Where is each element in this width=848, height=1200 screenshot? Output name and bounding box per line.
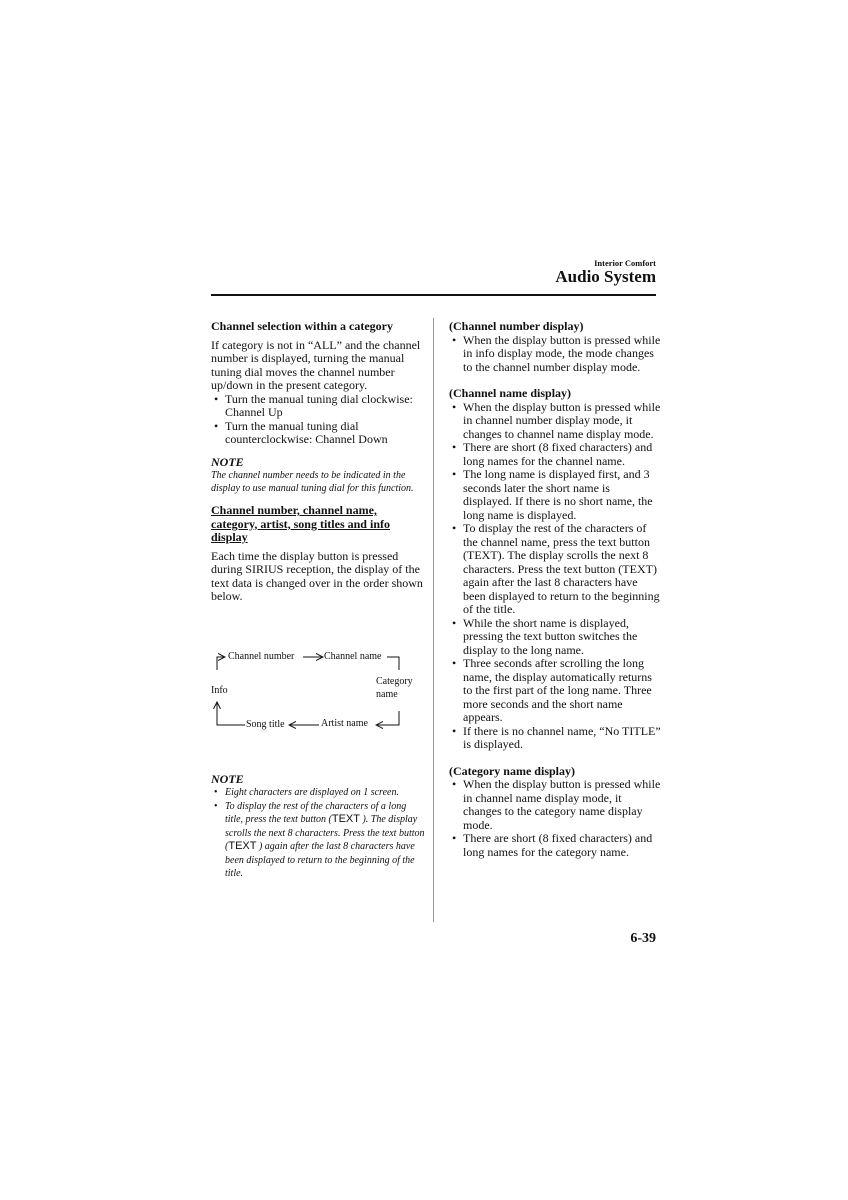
list-item: • To display the rest of the characters of a long title, press the text button (TEXT ). The display scrolls the next 8 characters. Press the text button (TEXT ) again after the last 8 characters have been displayed to return to the beginning of the title. <box>211 800 425 881</box>
label-channel-name: Channel name <box>324 650 382 662</box>
list-item: • Eight characters are displayed on 1 screen. <box>211 786 425 800</box>
text-button-label: TEXT <box>228 840 257 852</box>
channel-name-bullets <box>449 401 661 752</box>
list-item: • When the display button is pressed while in channel name display mode, it changes to the category name display mode. <box>449 778 661 832</box>
channel-number-display-heading: (Channel number display) <box>449 319 584 333</box>
label-category: Category <box>376 675 413 687</box>
list-item: • While the short name is displayed, pressing the text button switches the display to the long name. <box>449 617 661 658</box>
category-name-bullets <box>449 778 661 859</box>
list-item: • When the display button is pressed while in channel number display mode, it changes to channel name display mode. <box>449 401 661 442</box>
display-order-paragraph: Each time the display button is pressed during SIRIUS reception, the display of the text data is changed over in the order shown below. <box>211 548 423 603</box>
heading-rule <box>211 294 656 296</box>
list-item: • Turn the manual tuning dial counterclockwise: Channel Down <box>211 420 425 447</box>
section-label: Interior Comfort <box>594 258 656 268</box>
text-button-label: TEXT <box>331 813 360 825</box>
label-song-title: Song title <box>246 718 285 730</box>
category-name-display-heading: (Category name display) <box>449 763 575 778</box>
display-order-heading: Channel number, channel name, category, artist, song titles and info display <box>211 503 390 544</box>
right-column <box>449 320 661 859</box>
list-item: • Turn the manual tuning dial clockwise: Channel Up <box>211 393 425 420</box>
list-item: • There are short (8 fixed characters) and long names for the channel name. <box>449 441 661 468</box>
note-text: The channel number needs to be indicated in the display to use manual tuning dial for this function. <box>211 470 414 494</box>
channel-selection-paragraph: If category is not in “ALL” and the channel number is displayed, turning the manual tuning dial moves the channel number up/down in the present category. <box>211 337 421 392</box>
label-category-name: name <box>376 688 398 700</box>
note-title: NOTE <box>211 454 244 469</box>
channel-name-display-heading: (Channel name display) <box>449 386 572 400</box>
display-cycle-diagram <box>211 640 425 760</box>
column-divider <box>433 318 434 922</box>
list-item: • Three seconds after scrolling the long name, the display automatically returns to the first part of the long name. Three more seconds and the short name appears. <box>449 657 661 725</box>
list-item: • To display the rest of the characters of the channel name, press the text button (TEXT). The display scrolls the next 8 characters. Press the text button (TEXT) again after the last 8 characters have been displayed to return to the beginning of the title. <box>449 522 661 617</box>
left-column <box>211 320 425 881</box>
channel-number-bullets <box>449 334 661 375</box>
note-title: NOTE <box>211 771 244 786</box>
channel-selection-heading: Channel selection within a category <box>211 319 393 333</box>
label-channel-number: Channel number <box>228 650 295 662</box>
list-item: • When the display button is pressed while in info display mode, the mode changes to the channel number display mode. <box>449 334 661 375</box>
label-info: Info <box>211 684 228 696</box>
tuning-bullets <box>211 393 425 447</box>
list-item: • The long name is displayed first, and 3 seconds later the short name is displayed. If there is no short name, the long name is displayed. <box>449 468 661 522</box>
note-bullets <box>211 786 425 881</box>
page-number: 6-39 <box>630 931 656 946</box>
page-title: Audio System <box>555 267 656 286</box>
label-artist-name: Artist name <box>321 717 368 729</box>
list-item: • If there is no channel name, “No TITLE” is displayed. <box>449 725 661 752</box>
list-item: • There are short (8 fixed characters) and long names for the category name. <box>449 832 661 859</box>
